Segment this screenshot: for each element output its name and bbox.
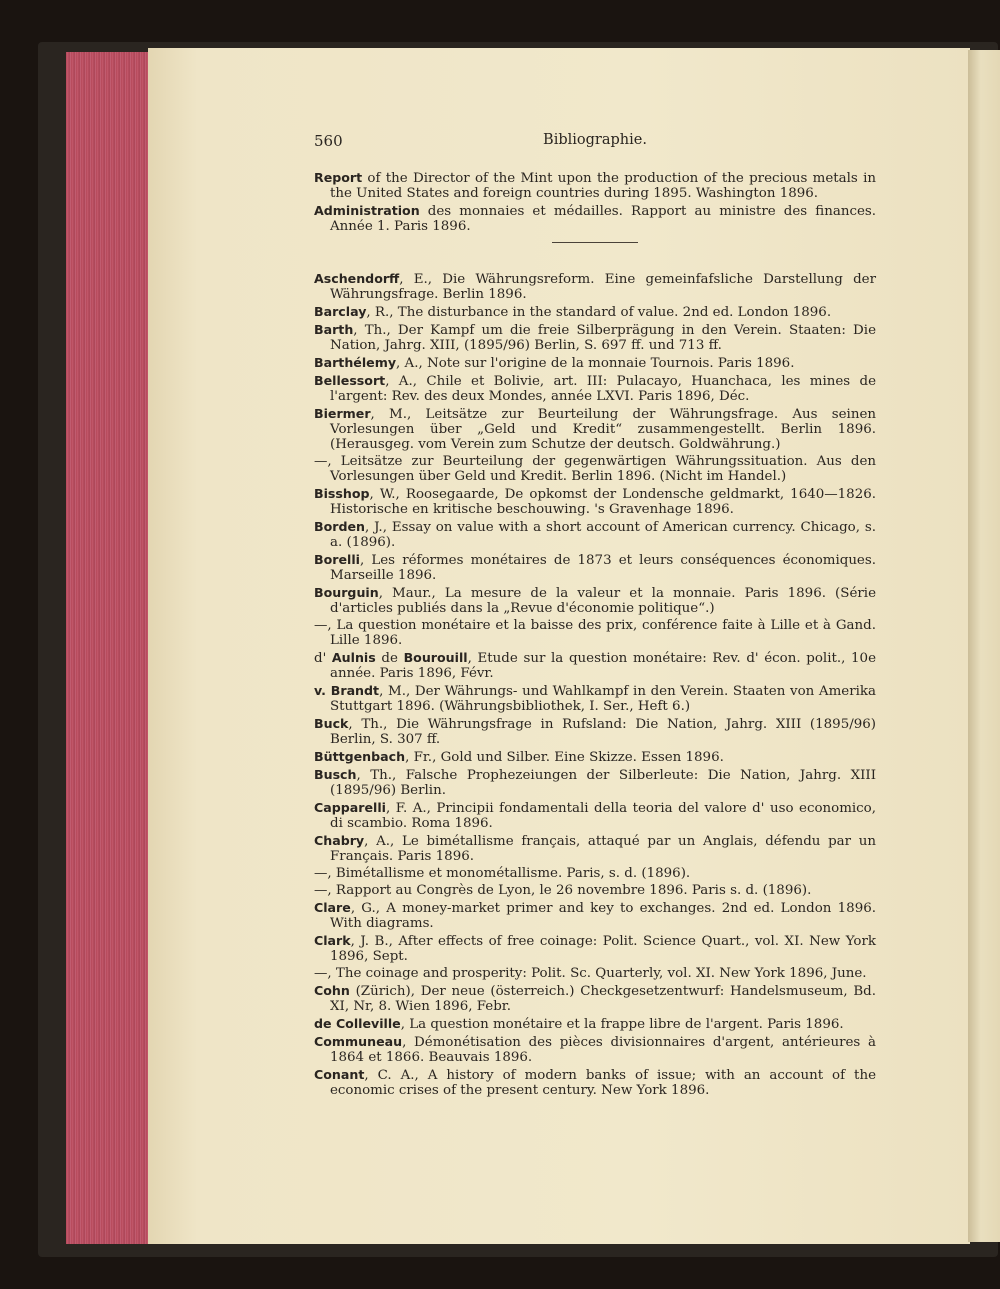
entry-author: Chabry: [314, 833, 365, 848]
entry-text: , R., The disturbance in the standard of value. 2nd ed. London 1896.: [366, 305, 832, 320]
entry-text: —, The coinage and prosperity: Polit. Sc. Quarterly, vol. XI. New York 1896, June.: [314, 966, 867, 981]
entry-author: v. Brandt: [314, 683, 380, 698]
entry-author: Aulnis: [331, 650, 376, 665]
entry-text: , A., Le bimétallisme français, attaqué par un Anglais, défendu par un Français. Paris 1896.: [330, 834, 876, 864]
bibliography-entry: [314, 618, 876, 648]
entry-author: Busch: [314, 767, 357, 782]
bibliography-entry: [314, 304, 876, 320]
bibliography-entry: [314, 650, 876, 681]
running-title: Bibliographie.: [543, 132, 647, 148]
entry-author: de Colleville: [314, 1016, 401, 1031]
entry-text: , C. A., A history of modern banks of issue; with an account of the economic crises of the present century. New York 1896.: [330, 1068, 876, 1098]
entry-author: Bellessort: [314, 373, 386, 388]
bibliography-entry: [314, 767, 876, 798]
entry-text: —, Leitsätze zur Beurteilung der gegenwärtigen Währungssituation. Aus den Vorlesungen über Geld und Kredit. Berlin 1896. (Nicht im Handel.): [314, 454, 876, 484]
entry-author: Borden: [314, 519, 365, 534]
entry-author: Büttgenbach: [314, 749, 406, 764]
entry-author: Barth: [314, 322, 354, 337]
entry-particle: de: [375, 651, 404, 666]
page-edges: [66, 52, 150, 1244]
entry-author: Capparelli: [314, 800, 386, 815]
entry-author: Report: [314, 170, 363, 185]
entry-text: (Zürich), Der neue (österreich.) Checkgesetzentwurf: Handelsmuseum, Bd. XI, Nr, 8. Wien 1896, Febr.: [330, 984, 876, 1014]
bibliography-entry: [314, 983, 876, 1014]
bibliography-entry: [314, 833, 876, 864]
entry-text: , Maur., La mesure de la valeur et la monnaie. Paris 1896. (Série d'articles publiés dans la „Revue d'économie politique“.): [330, 586, 876, 616]
entry-text: , A., Chile et Bolivie, art. III: Pulacayo, Huanchaca, les mines de l'argent: Rev. des deux Mondes, année LXVI. Paris 1896, Déc.: [330, 374, 876, 404]
entry-text: , Th., Falsche Prophezeiungen der Silberleute: Die Nation, Jahrg. XIII (1895/96) Berlin.: [330, 768, 876, 798]
entry-text: , M., Der Währungs- und Wahlkampf in den Verein. Staaten von Amerika Stuttgart 1896. (Währungsbibliothek, I. Ser., Heft 6.): [330, 684, 876, 714]
bibliography-entry: [314, 373, 876, 404]
entry-author: Bourouill: [403, 650, 468, 665]
bibliography-entry: [314, 454, 876, 484]
entry-text: , Fr., Gold und Silber. Eine Skizze. Essen 1896.: [405, 750, 724, 765]
entry-text: —, Bimétallisme et monométallisme. Paris, s. d. (1896).: [314, 866, 691, 881]
entry-author: Communeau: [314, 1034, 403, 1049]
bibliography-entry: [314, 800, 876, 831]
entry-text: —, La question monétaire et la baisse des prix, conférence faite à Lille et à Gand. Lille 1896.: [314, 618, 876, 648]
entry-list: [314, 271, 876, 1098]
bibliography-entry: [314, 170, 876, 201]
bibliography-entry: [314, 1016, 876, 1032]
entry-text: , Démonétisation des pièces divisionnaires d'argent, antérieures à 1864 et 1866. Beauvais 1896.: [330, 1035, 876, 1065]
bibliography-entry: [314, 1034, 876, 1065]
entry-text: , J. B., After effects of free coinage: Polit. Science Quart., vol. XI. New York 1896, Sept.: [330, 934, 876, 964]
bibliography-entry: [314, 271, 876, 302]
page-number: 560: [314, 132, 343, 150]
bibliography-entry: [314, 933, 876, 964]
entry-text: , Th., Die Währungsfrage in Rufsland: Die Nation, Jahrg. XIII (1895/96) Berlin, S. 307 ff.: [330, 717, 876, 747]
entry-text: , E., Die Währungsreform. Eine gemeinfafsliche Darstellung der Währungsfrage. Berlin 1896.: [330, 272, 876, 302]
entry-text: of the Director of the Mint upon the production of the precious metals in the United States and foreign countries during 1895. Washington 1896.: [330, 171, 876, 201]
entry-author: Aschendorff: [314, 271, 400, 286]
entry-author: Cohn: [314, 983, 350, 998]
entry-text: , A., Note sur l'origine de la monnaie Tournois. Paris 1896.: [396, 356, 795, 371]
bibliography-entry: [314, 966, 876, 981]
entry-text: , W., Roosegaarde, De opkomst der Londensche geldmarkt, 1640—1826. Historische en kritische beschouwing. 's Gravenhage 1896.: [330, 487, 876, 517]
entry-text: , La question monétaire et la frappe libre de l'argent. Paris 1896.: [400, 1017, 844, 1032]
entry-author: Buck: [314, 716, 349, 731]
bibliography-entry: [314, 1067, 876, 1098]
bibliography-entry: [314, 683, 876, 714]
entry-author: Biermer: [314, 406, 371, 421]
entry-author: Barclay: [314, 304, 367, 319]
entry-text: , M., Leitsätze zur Beurteilung der Währungsfrage. Aus seinen Vorlesungen über „Geld und Kredit“ zusammengestellt. Berlin 1896. (Herausgeg. vom Verein zum Schutze der deutsch. Goldwährung.): [330, 407, 876, 452]
next-page-edge: [968, 50, 1000, 1242]
bibliography-entry: [314, 203, 876, 234]
entry-author: Administration: [314, 203, 420, 218]
entry-author: Borelli: [314, 552, 360, 567]
section-divider: [552, 242, 638, 243]
bibliography-entry: [314, 866, 876, 881]
entry-text: , Th., Der Kampf um die freie Silberprägung in den Verein. Staaten: Die Nation, Jahrg. XIII, (1895/96) Berlin, S. 697 ff. und 713 ff.: [330, 323, 876, 353]
entry-author: Conant: [314, 1067, 365, 1082]
entry-author: Clare: [314, 900, 351, 915]
entry-author: Clark: [314, 933, 351, 948]
page-header: [314, 132, 876, 150]
entry-text: , Etude sur la question monétaire: Rev. d' écon. polit., 10e année. Paris 1896, Févr.: [330, 651, 876, 681]
bibliography-entry: [314, 883, 876, 898]
bibliography-entry: [314, 716, 876, 747]
entry-text: , J., Essay on value with a short account of American currency. Chicago, s. a. (1896).: [330, 520, 876, 550]
bibliography-body: [314, 170, 876, 1100]
entry-text: , G., A money-market primer and key to exchanges. 2nd ed. London 1896. With diagrams.: [330, 901, 876, 931]
entry-prefix: d': [314, 651, 332, 666]
entry-text: , F. A., Principii fondamentali della teoria del valore d' uso economico, di scambio. Roma 1896.: [330, 801, 876, 831]
entry-text: —, Rapport au Congrès de Lyon, le 26 novembre 1896. Paris s. d. (1896).: [314, 883, 812, 898]
entry-author: Barthélemy: [314, 355, 397, 370]
bibliography-entry: [314, 486, 876, 517]
entry-author: Bourguin: [314, 585, 379, 600]
bibliography-entry: [314, 519, 876, 550]
entry-author: Bisshop: [314, 486, 370, 501]
bibliography-entry: [314, 322, 876, 353]
bibliography-entry: [314, 900, 876, 931]
entry-text: , Les réformes monétaires de 1873 et leurs conséquences économiques. Marseille 1896.: [330, 553, 876, 583]
entry-text: des monnaies et médailles. Rapport au ministre des finances. Année 1. Paris 1896.: [330, 204, 876, 234]
bibliography-entry: [314, 552, 876, 583]
bibliography-entry: [314, 355, 876, 371]
bibliography-entry: [314, 585, 876, 616]
bibliography-entry: [314, 749, 876, 765]
top-entries: [314, 170, 876, 234]
bibliography-entry: [314, 406, 876, 452]
